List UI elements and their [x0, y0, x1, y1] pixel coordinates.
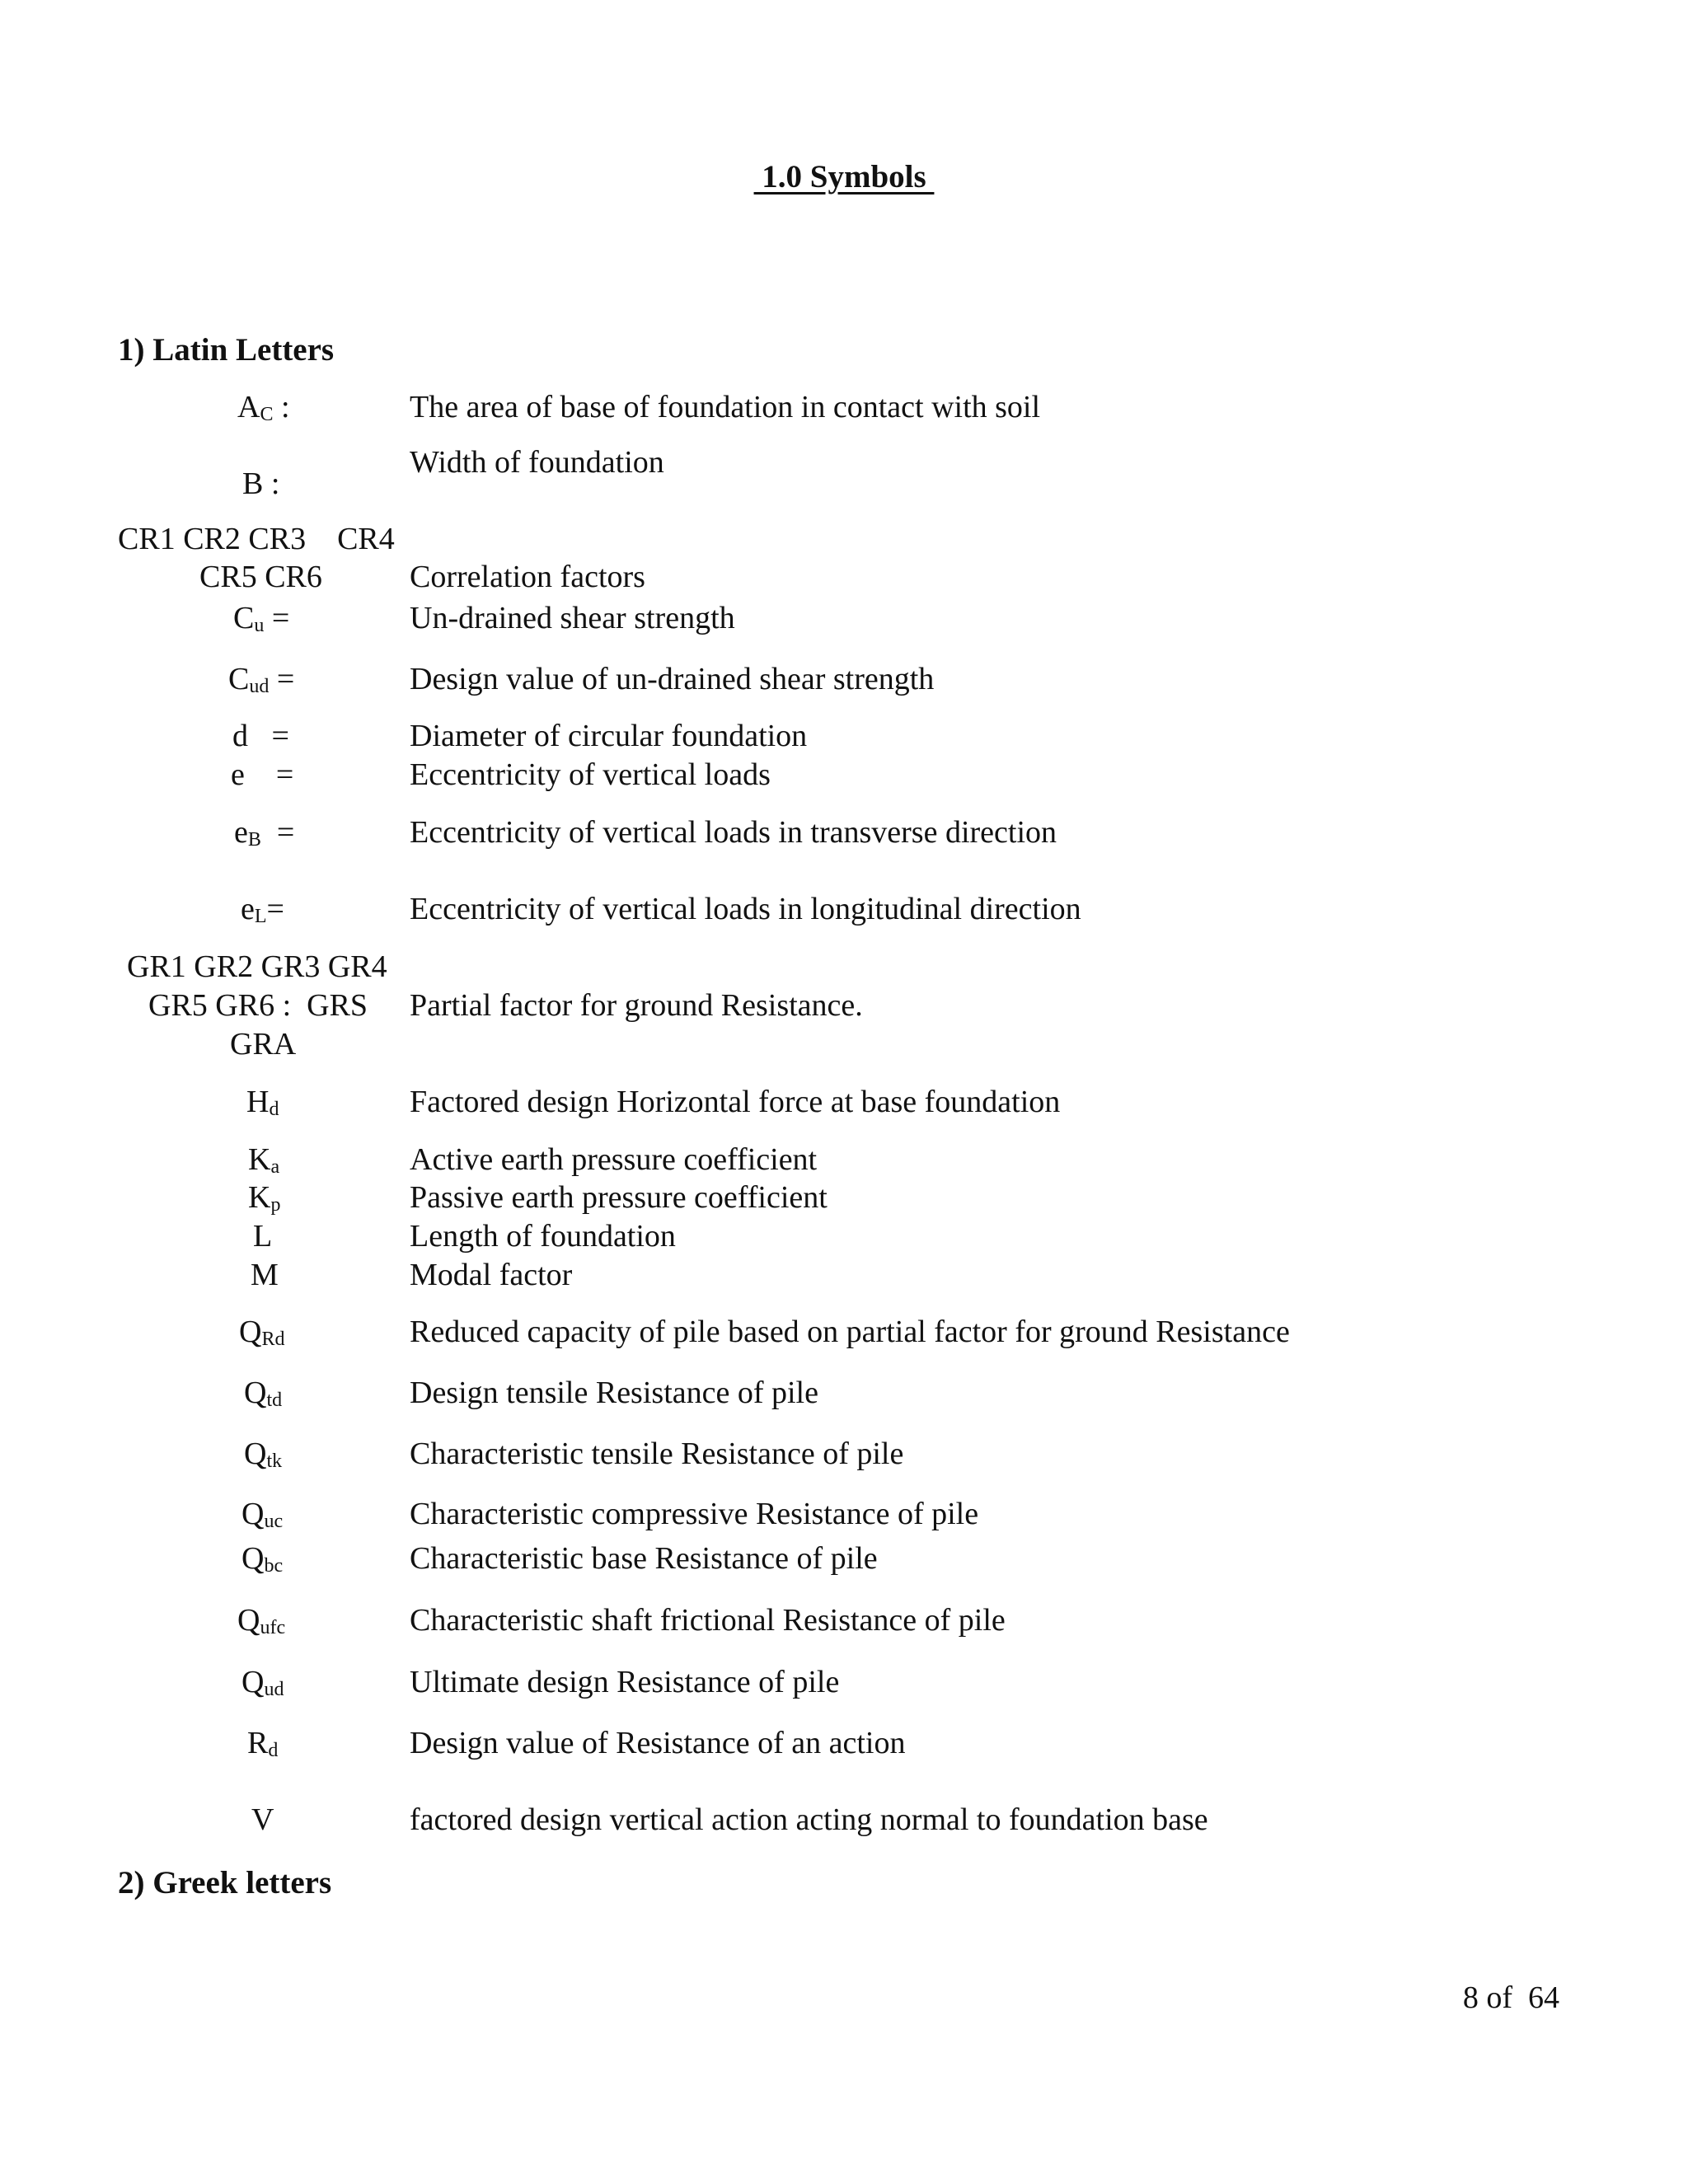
definition-ac: The area of base of foundation in contact with soil [410, 390, 1041, 424]
symbol-qufc: $Q_{ufc}$ [237, 1603, 286, 1638]
definition-e: Eccentricity of vertical loads [410, 757, 771, 792]
symbol-qtd: $Q_{td}$ [244, 1376, 283, 1411]
definition-cu: Un-drained shear strength [410, 601, 735, 635]
page-number: 8 of 64 [1462, 1980, 1559, 2015]
symbol-m: M [251, 1258, 279, 1292]
symbol-e: e = [231, 757, 294, 792]
symbol-b: B : [242, 466, 280, 501]
definition-el: Eccentricity of vertical loads in longitudinal direction [410, 892, 1081, 926]
symbol-ka: $K_a$ [248, 1142, 280, 1178]
section-heading-greek: 2) Greek letters [118, 1865, 332, 1900]
symbol-hd: $H_d$ [246, 1085, 279, 1120]
symbol-gr-line3: GRA [230, 1027, 297, 1062]
definition-cud: Design value of un-drained shear strength [410, 662, 935, 696]
definition-qufc: Characteristic shaft frictional Resistance of pile [410, 1603, 1006, 1638]
symbol-gr-line1: GR1 GR2 GR3 GR4 [127, 949, 387, 984]
definition-l: Length of foundation [410, 1219, 676, 1254]
definition-qud: Ultimate design Resistance of pile [410, 1665, 840, 1699]
definition-v: factored design vertical action acting normal to foundation base [410, 1802, 1208, 1837]
definition-b: Width of foundation [410, 445, 664, 480]
symbol-qbc: $Q_{bc}$ [241, 1541, 284, 1577]
definition-gr: Partial factor for ground Resistance. [410, 988, 863, 1023]
definition-ka: Active earth pressure coefficient [410, 1142, 818, 1177]
definition-qtk: Characteristic tensile Resistance of pile [410, 1436, 904, 1471]
symbol-l: L [253, 1219, 273, 1254]
section-heading-latin: 1) Latin Letters [118, 332, 335, 368]
symbol-d: d = [232, 719, 289, 753]
symbol-eb: $e_B$ = [234, 815, 295, 851]
definition-qtd: Design tensile Resistance of pile [410, 1376, 818, 1410]
symbol-cud: $C_{ud}$ = [228, 662, 295, 697]
symbol-ac: $A_C$ : [237, 390, 290, 425]
symbol-cr-line2: CR5 CR6 [199, 560, 322, 594]
definition-m: Modal factor [410, 1258, 573, 1292]
symbol-quc: $Q_{uc}$ [241, 1497, 284, 1532]
definition-eb: Eccentricity of vertical loads in transverse direction [410, 815, 1057, 850]
symbol-v: V [251, 1802, 274, 1837]
definition-d: Diameter of circular foundation [410, 719, 808, 753]
definition-cr: Correlation factors [410, 560, 645, 594]
page-title: 1.0 Symbols [753, 159, 935, 194]
definition-qrd: Reduced capacity of pile based on partial factor for ground Resistance [410, 1315, 1290, 1349]
definition-hd: Factored design Horizontal force at base foundation [410, 1085, 1061, 1119]
symbol-qrd: $Q_{Rd}$ [239, 1315, 285, 1350]
symbol-el: $e_L=$ [241, 892, 284, 927]
definition-rd: Design value of Resistance of an action [410, 1726, 906, 1760]
symbol-cr-line1: CR1 CR2 CR3 CR4 [118, 522, 395, 556]
symbol-qud: $Q_{ud}$ [241, 1665, 284, 1700]
symbol-cu: $C_u$ = [233, 601, 290, 636]
symbol-qtk: $Q_{tk}$ [244, 1436, 283, 1472]
symbol-kp: $K_p$ [248, 1180, 281, 1216]
definition-quc: Characteristic compressive Resistance of pile [410, 1497, 979, 1531]
symbol-rd: $R_d$ [247, 1726, 279, 1761]
definition-qbc: Characteristic base Resistance of pile [410, 1541, 878, 1576]
symbol-gr-line2: GR5 GR6 : GRS [148, 988, 368, 1023]
definition-kp: Passive earth pressure coefficient [410, 1180, 828, 1215]
